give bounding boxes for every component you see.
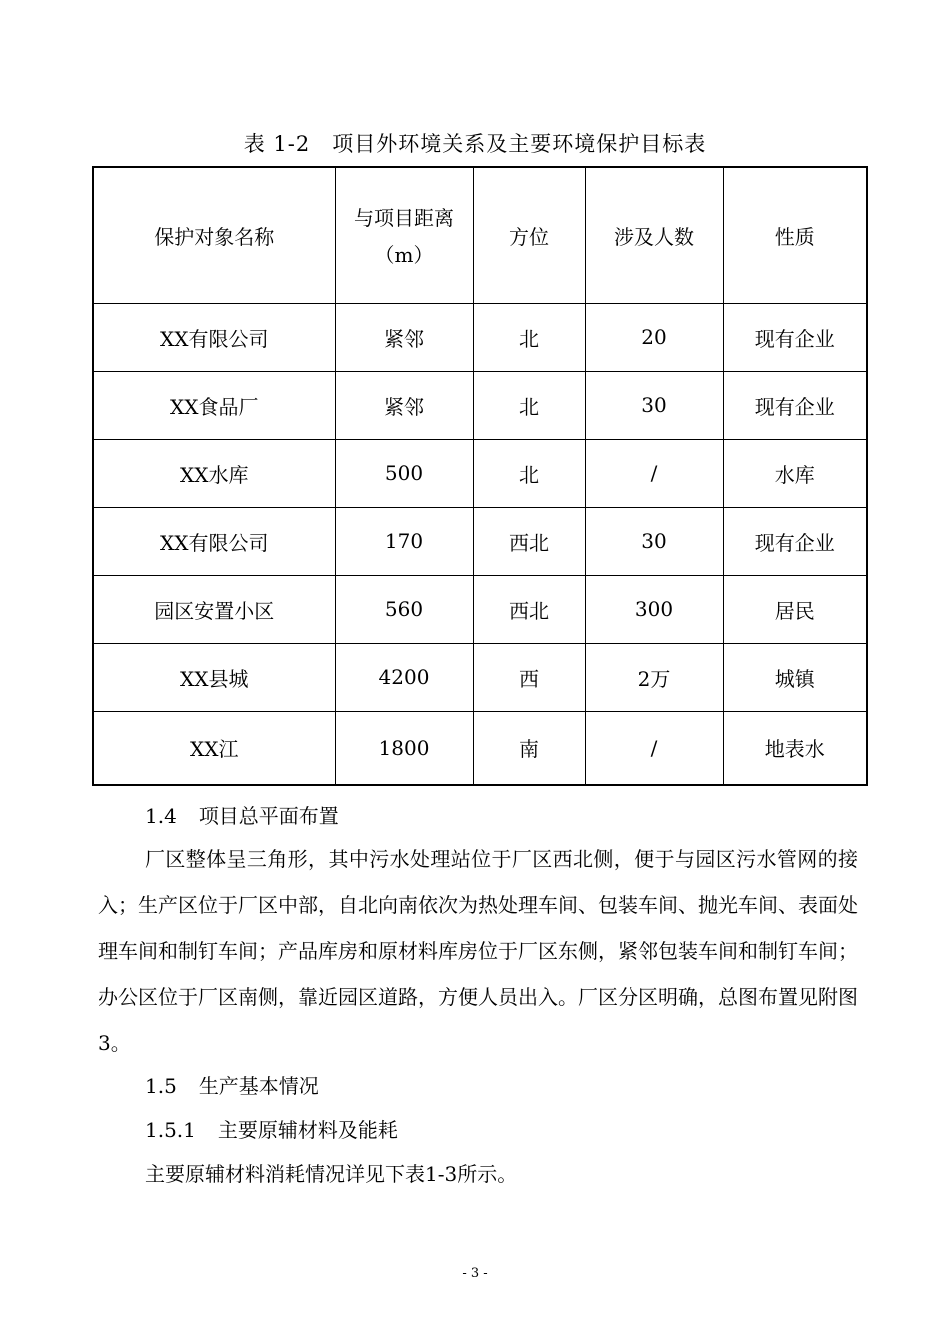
section-title: 项目总平面布置 bbox=[198, 804, 339, 828]
table-row bbox=[93, 303, 867, 371]
cell-direction: 北 bbox=[473, 371, 585, 439]
environment-protection-table bbox=[92, 166, 868, 786]
cell-direction: 南 bbox=[473, 711, 585, 785]
cell-population: 300 bbox=[585, 575, 723, 643]
cell-nature: 现有企业 bbox=[723, 303, 867, 371]
cell-direction: 西 bbox=[473, 643, 585, 711]
cell-population: 30 bbox=[585, 371, 723, 439]
cell-nature: 城镇 bbox=[723, 643, 867, 711]
cell-direction: 西北 bbox=[473, 507, 585, 575]
section-heading-1-5-1 bbox=[145, 1114, 398, 1143]
cell-nature: 水库 bbox=[723, 439, 867, 507]
cell-nature: 地表水 bbox=[723, 711, 867, 785]
page-number: - 3 - bbox=[462, 1266, 488, 1281]
cell-population: 20 bbox=[585, 303, 723, 371]
cell-nature: 居民 bbox=[723, 575, 867, 643]
cell-distance: 560 bbox=[335, 575, 473, 643]
section-number: 1.5 bbox=[145, 1074, 177, 1098]
cell-target-name: XX县城 bbox=[93, 643, 335, 711]
cell-population: 2万 bbox=[585, 643, 723, 711]
cell-distance: 1800 bbox=[335, 711, 473, 785]
cell-population: / bbox=[585, 711, 723, 785]
cell-direction: 北 bbox=[473, 439, 585, 507]
cell-nature: 现有企业 bbox=[723, 507, 867, 575]
table-row bbox=[93, 439, 867, 507]
cell-distance: 4200 bbox=[335, 643, 473, 711]
cell-direction: 西北 bbox=[473, 575, 585, 643]
header-distance-label: 与项目距离 bbox=[354, 206, 454, 231]
cell-target-name: XX水库 bbox=[93, 439, 335, 507]
cell-nature: 现有企业 bbox=[723, 371, 867, 439]
table-row bbox=[93, 371, 867, 439]
header-population: 涉及人数 bbox=[585, 167, 723, 303]
section-number: 1.4 bbox=[145, 804, 177, 828]
cell-distance: 紧邻 bbox=[335, 303, 473, 371]
header-target-name: 保护对象名称 bbox=[93, 167, 335, 303]
cell-distance: 紧邻 bbox=[335, 371, 473, 439]
header-direction: 方位 bbox=[473, 167, 585, 303]
materials-intro-paragraph: 主要原辅材料消耗情况详见下表1-3所示。 bbox=[145, 1162, 518, 1186]
section-number: 1.5.1 bbox=[145, 1118, 196, 1142]
section-heading-1-4 bbox=[145, 800, 339, 829]
cell-population: / bbox=[585, 439, 723, 507]
table-row bbox=[93, 711, 867, 785]
header-nature: 性质 bbox=[723, 167, 867, 303]
table-caption: 表 1-2 项目外环境关系及主要环境保护目标表 bbox=[243, 132, 707, 156]
cell-target-name: 园区安置小区 bbox=[93, 575, 335, 643]
cell-population: 30 bbox=[585, 507, 723, 575]
table-row bbox=[93, 507, 867, 575]
header-distance bbox=[335, 167, 473, 303]
table-row bbox=[93, 575, 867, 643]
layout-description-paragraph: 厂区整体呈三角形，其中污水处理站位于厂区西北侧，便于与园区污水管网的接入；生产区位于厂区中部，自北向南依次为热处理车间、包装车间、抛光车间、表面处理车间和制钉车间；产品库房和原材料库房位于厂区东侧，紧邻包装车间和制钉车间；办公区位于厂区南侧，靠近园区道路，方便人员出入。厂区分区明确，总图布置见附图3。 bbox=[98, 847, 858, 1055]
cell-direction: 北 bbox=[473, 303, 585, 371]
cell-distance: 500 bbox=[335, 439, 473, 507]
section-heading-1-5 bbox=[145, 1070, 319, 1099]
header-distance-unit: （m） bbox=[374, 243, 434, 268]
table-header-row bbox=[93, 167, 867, 303]
table-row bbox=[93, 643, 867, 711]
cell-target-name: XX食品厂 bbox=[93, 371, 335, 439]
section-title: 生产基本情况 bbox=[198, 1074, 319, 1098]
section-title: 主要原辅材料及能耗 bbox=[217, 1118, 398, 1142]
cell-target-name: XX江 bbox=[93, 711, 335, 785]
cell-distance: 170 bbox=[335, 507, 473, 575]
cell-target-name: XX有限公司 bbox=[93, 303, 335, 371]
cell-target-name: XX有限公司 bbox=[93, 507, 335, 575]
